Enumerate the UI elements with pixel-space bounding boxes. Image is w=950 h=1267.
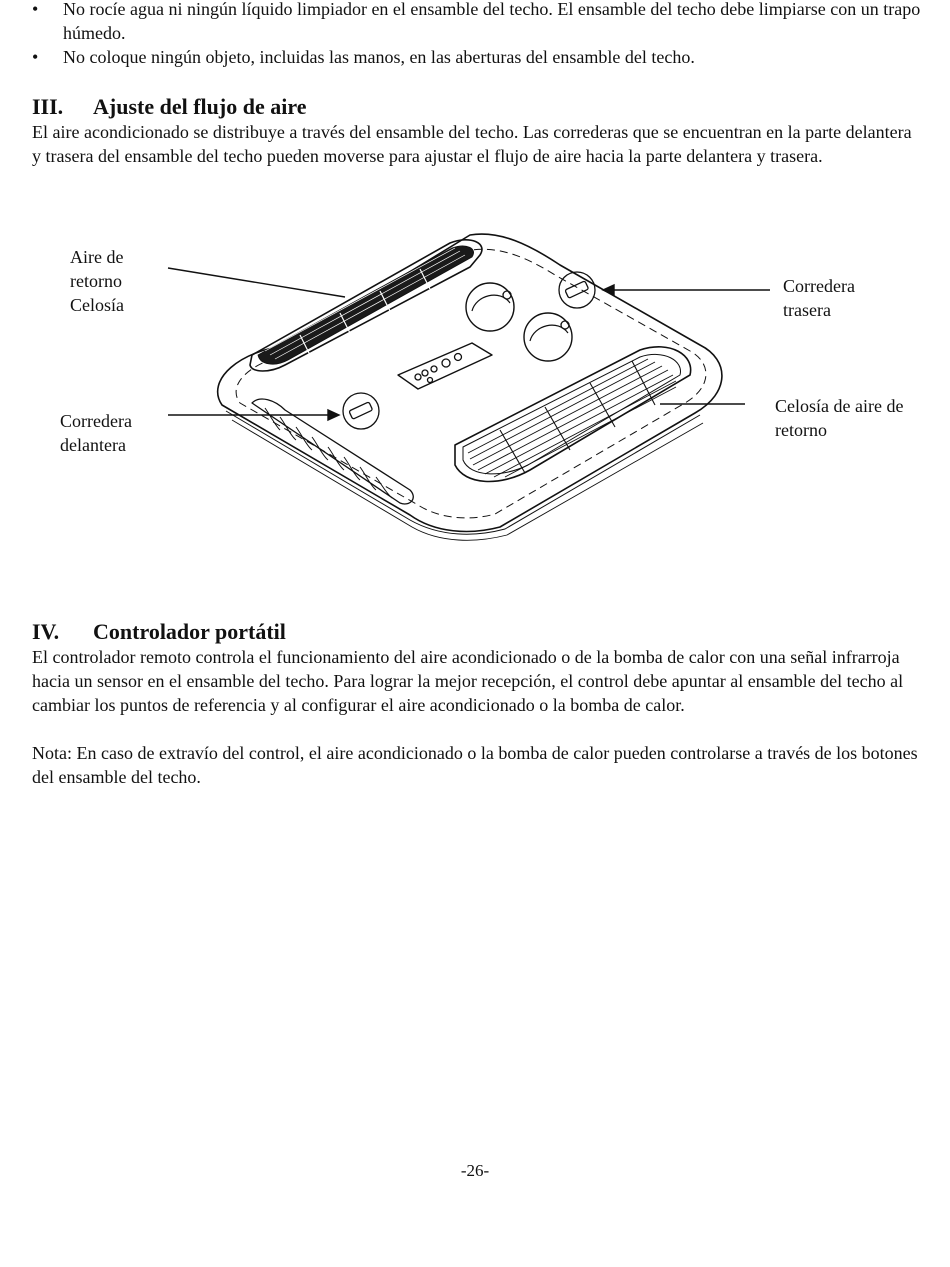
- label-line: retorno: [775, 420, 827, 440]
- list-item: [32, 0, 922, 45]
- label-rear-slider: [783, 274, 855, 322]
- bullet-text: No rocíe agua ni ningún líquido limpiador en el ensamble del techo. El ensamble del techo debe limpiarse con un trapo húmedo.: [63, 0, 921, 43]
- label-front-slider: [60, 409, 132, 457]
- section-4-note: Nota: En caso de extravío del control, el aire acondicionado o la bomba de calor pueden controlarse a través de los botones del ensamble del techo.: [32, 743, 918, 787]
- section-4-number: IV.: [32, 619, 60, 644]
- section-4-heading: [32, 619, 286, 645]
- section-3-heading: [32, 94, 306, 120]
- label-return-grille-right: [775, 394, 903, 442]
- label-return-grille-left: [70, 245, 124, 317]
- section-4-title: Controlador portátil: [93, 619, 286, 644]
- bullet-text: No coloque ningún objeto, incluidas las manos, en las aberturas del ensamble del techo.: [63, 47, 695, 67]
- label-line: Corredera: [60, 411, 132, 431]
- section-3-number: III.: [32, 94, 64, 119]
- page-number: -26-: [460, 1161, 490, 1180]
- bullet-marker: •: [32, 0, 39, 19]
- warning-list: [32, 0, 922, 69]
- section-4-body: El controlador remoto controla el funcionamiento del aire acondicionado o de la bomba de calor con una señal infrarroja hacia un sensor en el ensamble del techo. Para lograr la mejor recepción, el control debe apuntar al ensamble del techo al cambiar los puntos de referencia y al configurar el aire acondicionado o la bomba de calor.: [32, 647, 904, 715]
- list-item: [32, 45, 922, 69]
- label-line: Corredera: [783, 276, 855, 296]
- label-line: retorno: [70, 271, 122, 291]
- label-line: Aire de: [70, 247, 124, 267]
- label-line: Celosía: [70, 295, 124, 315]
- section-3-title: Ajuste del flujo de aire: [93, 94, 307, 119]
- ceiling-assembly-figure: [0, 215, 950, 555]
- bullet-marker: •: [32, 47, 39, 67]
- label-line: delantera: [60, 435, 126, 455]
- label-line: trasera: [783, 300, 831, 320]
- section-3-body: El aire acondicionado se distribuye a través del ensamble del techo. Las correderas que se encuentran en la parte delantera y trasera del ensamble del techo pueden moverse para ajustar el flujo de aire hacia la parte delantera y trasera.: [32, 122, 912, 166]
- label-line: Celosía de aire de: [775, 396, 904, 416]
